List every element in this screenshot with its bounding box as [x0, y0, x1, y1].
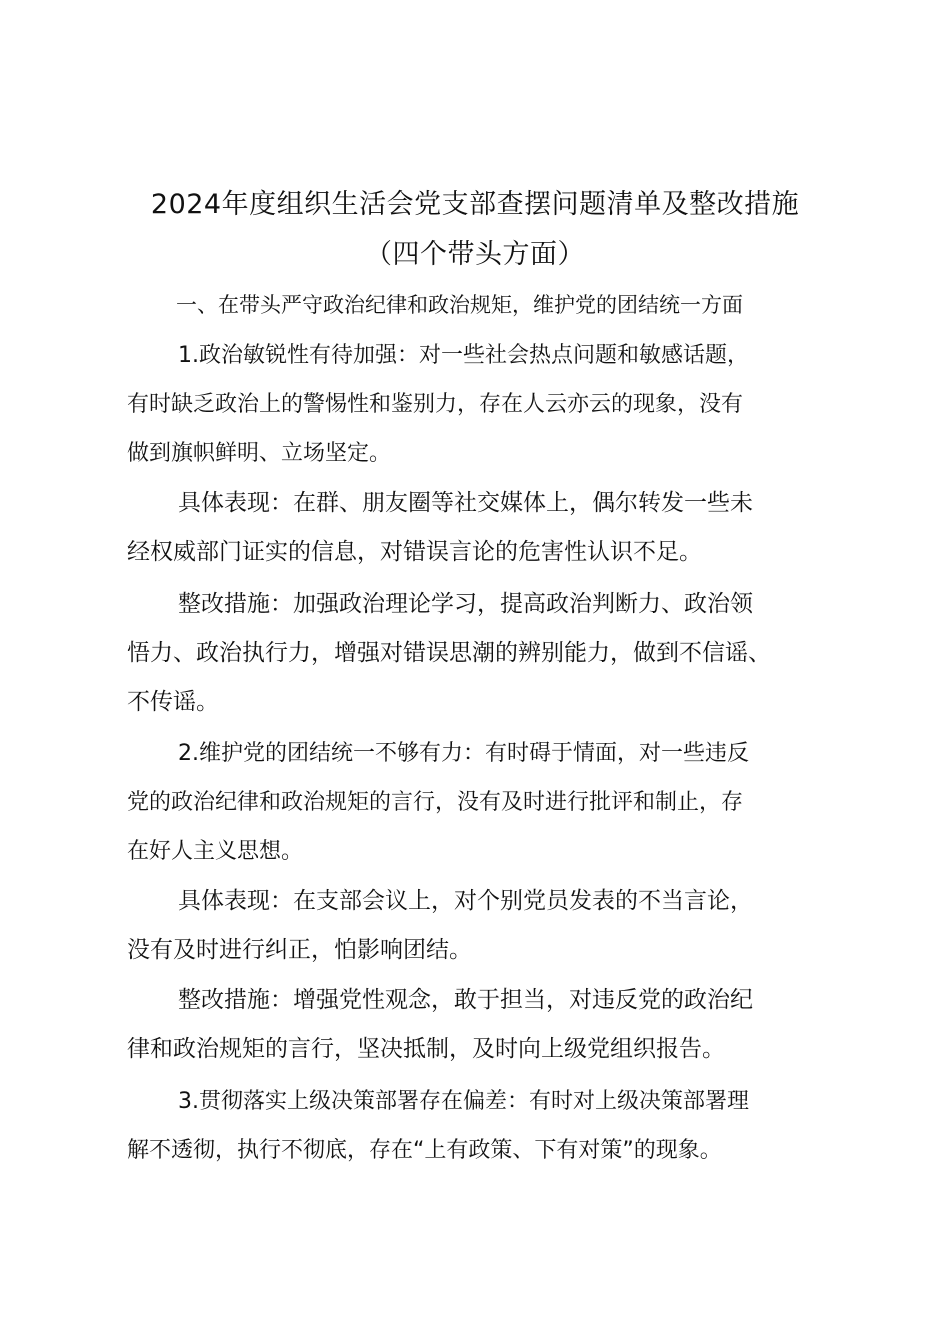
- paragraph-manifestation-2: [127, 877, 837, 975]
- paragraph-line: 做到旗帜鲜明、立场坚定。: [127, 441, 392, 466]
- paragraph-line: 有时缺乏政治上的警惕性和鉴别力，存在人云亦云的现象，没有: [127, 392, 744, 417]
- paragraph-line: 党的政治纪律和政治规矩的言行，没有及时进行批评和制止，存: [127, 790, 744, 815]
- paragraph-manifestation-1: [127, 479, 837, 577]
- paragraph-measures-1: [127, 580, 837, 727]
- paragraph-line: 律和政治规矩的言行，坚决抵制，及时向上级党组织报告。: [127, 1036, 725, 1062]
- paragraph-item-2: [127, 729, 837, 876]
- paragraph-line: 不传谣。: [127, 689, 219, 715]
- paragraph-item-1: [127, 331, 837, 478]
- paragraph-line: 在好人主义思想。: [127, 839, 304, 864]
- paragraph-line: 2.维护党的团结统一不够有力：有时碍于情面，对一些违反: [178, 741, 749, 766]
- paragraph-line: 1.政治敏锐性有待加强：对一些社会热点问题和敏感话题，: [178, 343, 749, 368]
- paragraph-line: 具体表现：在支部会议上，对个别党员发表的不当言论，: [178, 888, 753, 914]
- document-subtitle: （四个带头方面）: [365, 239, 585, 270]
- paragraph-line: 3.贯彻落实上级决策部署存在偏差：有时对上级决策部署理: [178, 1089, 749, 1114]
- paragraph-line: 解不透彻，执行不彻底，存在“上有政策、下有对策”的现象。: [127, 1138, 722, 1163]
- paragraph-line: 整改措施：增强党性观念，敢于担当，对违反党的政治纪: [178, 987, 753, 1013]
- document-title: 2024年度组织生活会党支部查摆问题清单及整改措施: [150, 189, 800, 220]
- paragraph-line: 没有及时进行纠正，怕影响团结。: [127, 937, 472, 963]
- section-heading: 一、在带头严守政治纪律和政治规矩，维护党的团结统一方面: [176, 293, 743, 317]
- paragraph-line: 具体表现：在群、朋友圈等社交媒体上，偶尔转发一些未: [178, 490, 753, 516]
- paragraph-line: 经权威部门证实的信息，对错误言论的危害性认识不足。: [127, 539, 702, 565]
- paragraph-measures-2: [127, 976, 837, 1074]
- paragraph-line: 悟力、政治执行力，增强对错误思潮的辨别能力，做到不信谣、: [127, 640, 771, 666]
- paragraph-item-3: [127, 1077, 837, 1175]
- paragraph-line: 整改措施：加强政治理论学习，提高政治判断力、政治领: [178, 591, 753, 617]
